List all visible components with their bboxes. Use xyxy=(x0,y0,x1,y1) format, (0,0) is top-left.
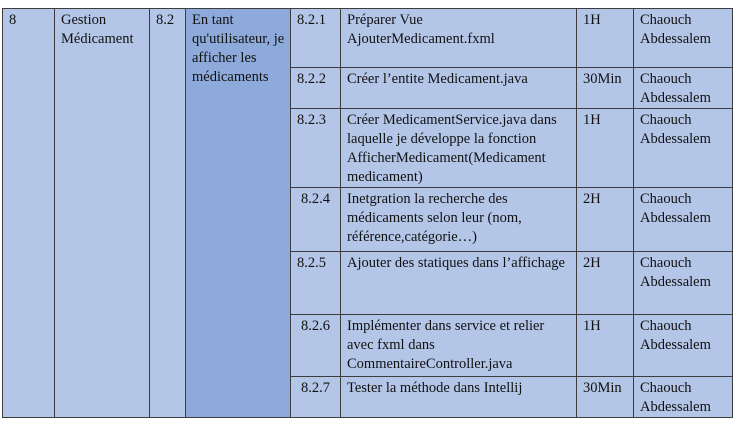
task-description-cell xyxy=(341,252,577,315)
task-owner-cell xyxy=(634,68,733,109)
task-id-cell xyxy=(291,188,341,252)
task-id-cell xyxy=(291,9,341,68)
sprint-backlog-table xyxy=(2,8,733,418)
task-description: Créer MedicamentService.java dans laquelle je développe la fonction AfficherMedicament(Medicament medicament) xyxy=(347,112,557,185)
task-id: 8.2.6 xyxy=(301,318,330,334)
task-owner-cell xyxy=(634,315,733,377)
task-description-cell xyxy=(341,109,577,188)
task-id: 8.2.1 xyxy=(297,12,326,28)
task-estimate: 2H xyxy=(583,255,601,271)
task-id-cell xyxy=(291,109,341,188)
task-id-cell xyxy=(291,252,341,315)
feature-name-cell xyxy=(55,9,150,418)
task-description-cell xyxy=(341,377,577,418)
task-estimate: 1H xyxy=(583,12,601,28)
task-estimate-cell xyxy=(577,109,634,188)
task-description: Inetgration la recherche des médicaments selon leur (nom, référence,catégorie…) xyxy=(347,191,522,245)
task-estimate-cell xyxy=(577,188,634,252)
task-description-cell xyxy=(341,68,577,109)
story-id-cell xyxy=(150,9,186,418)
task-id: 8.2.3 xyxy=(297,112,326,128)
task-owner: Chaouch Abdessalem xyxy=(640,380,711,415)
task-description-cell xyxy=(341,9,577,68)
task-estimate-cell xyxy=(577,252,634,315)
task-description-cell xyxy=(341,188,577,252)
user-story-cell xyxy=(186,9,291,418)
task-estimate: 2H xyxy=(583,191,601,207)
task-id-cell xyxy=(291,68,341,109)
task-estimate-cell xyxy=(577,68,634,109)
task-id-cell xyxy=(291,315,341,377)
feature-id-cell xyxy=(3,9,55,418)
task-id: 8.2.5 xyxy=(297,255,326,271)
task-owner: Chaouch Abdessalem xyxy=(640,318,711,353)
task-owner-cell xyxy=(634,109,733,188)
feature-id: 8 xyxy=(9,12,17,28)
task-owner-cell xyxy=(634,9,733,68)
task-owner-cell xyxy=(634,377,733,418)
task-estimate: 1H xyxy=(583,318,601,334)
task-description: Préparer Vue AjouterMedicament.fxml xyxy=(347,12,495,47)
task-description: Créer l’entite Medicament.java xyxy=(347,71,528,87)
task-owner: Chaouch Abdessalem xyxy=(640,12,711,47)
story-id: 8.2 xyxy=(156,12,175,28)
task-owner: Chaouch Abdessalem xyxy=(640,255,711,290)
task-description: Ajouter des statiques dans l’affichage xyxy=(347,255,565,271)
feature-name: Gestion Médicament xyxy=(61,12,134,47)
task-description-cell xyxy=(341,315,577,377)
task-owner: Chaouch Abdessalem xyxy=(640,191,711,226)
task-id-cell xyxy=(291,377,341,418)
user-story-text: En tant qu'utilisateur, je afficher les médicaments xyxy=(192,12,285,85)
task-description: Implémenter dans service et relier avec fxml dans CommentaireController.java xyxy=(347,318,545,372)
task-owner: Chaouch Abdessalem xyxy=(640,112,711,147)
task-estimate: 30Min xyxy=(583,380,622,396)
table-row xyxy=(3,9,733,68)
task-estimate: 30Min xyxy=(583,71,622,87)
task-estimate-cell xyxy=(577,377,634,418)
task-estimate-cell xyxy=(577,9,634,68)
task-owner: Chaouch Abdessalem xyxy=(640,71,711,106)
task-description: Tester la méthode dans Intellij xyxy=(347,380,523,396)
task-owner-cell xyxy=(634,252,733,315)
task-id: 8.2.2 xyxy=(297,71,326,87)
task-id: 8.2.7 xyxy=(301,380,330,396)
task-estimate-cell xyxy=(577,315,634,377)
task-id: 8.2.4 xyxy=(301,191,330,207)
task-estimate: 1H xyxy=(583,112,601,128)
task-owner-cell xyxy=(634,188,733,252)
